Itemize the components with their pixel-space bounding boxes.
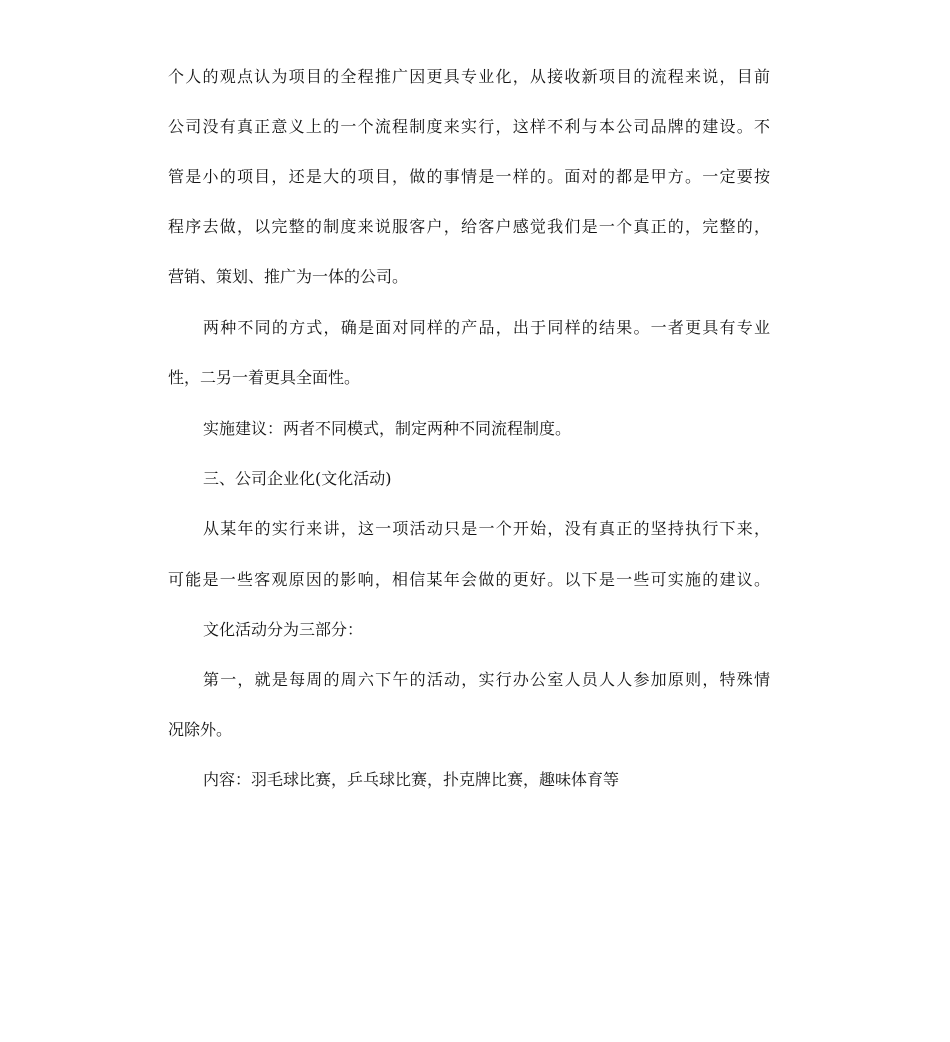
paragraph-line: 可能是一些客观原因的影响，相信某年会做的更好。以下是一些可实施的建议。	[168, 570, 770, 589]
paragraph-line: 实施建议：两者不同模式，制定两种不同流程制度。	[203, 419, 572, 438]
paragraph-line: 况除外。	[168, 720, 233, 739]
paragraph-line: 文化活动分为三部分：	[203, 620, 364, 639]
paragraph-line: 从某年的实行来讲，这一项活动只是一个开始，没有真正的坚持执行下来，	[203, 519, 770, 538]
paragraph-line: 个人的观点认为项目的全程推广因更具专业化，从接收新项目的流程来说，目前	[168, 67, 770, 86]
paragraph-line: 公司没有真正意义上的一个流程制度来实行，这样不利与本公司品牌的建设。不	[168, 117, 770, 136]
paragraph-line: 营销、策划、推广为一体的公司。	[168, 267, 409, 286]
paragraph-line: 两种不同的方式，确是面对同样的产品，出于同样的结果。一者更具有专业	[203, 318, 770, 337]
section-heading: 三、公司企业化(文化活动)	[203, 469, 392, 488]
paragraph-line: 性，二另一着更具全面性。	[168, 368, 361, 387]
paragraph-line: 管是小的项目，还是大的项目，做的事情是一样的。面对的都是甲方。一定要按	[168, 167, 770, 186]
paragraph-line: 程序去做，以完整的制度来说服客户，给客户感觉我们是一个真正的，完整的，	[168, 217, 770, 236]
paragraph-line: 内容：羽毛球比赛，乒乓球比赛，扑克牌比赛，趣味体育等	[203, 770, 620, 789]
paragraph-line: 第一，就是每周的周六下午的活动，实行办公室人员人人参加原则，特殊情	[203, 670, 770, 689]
